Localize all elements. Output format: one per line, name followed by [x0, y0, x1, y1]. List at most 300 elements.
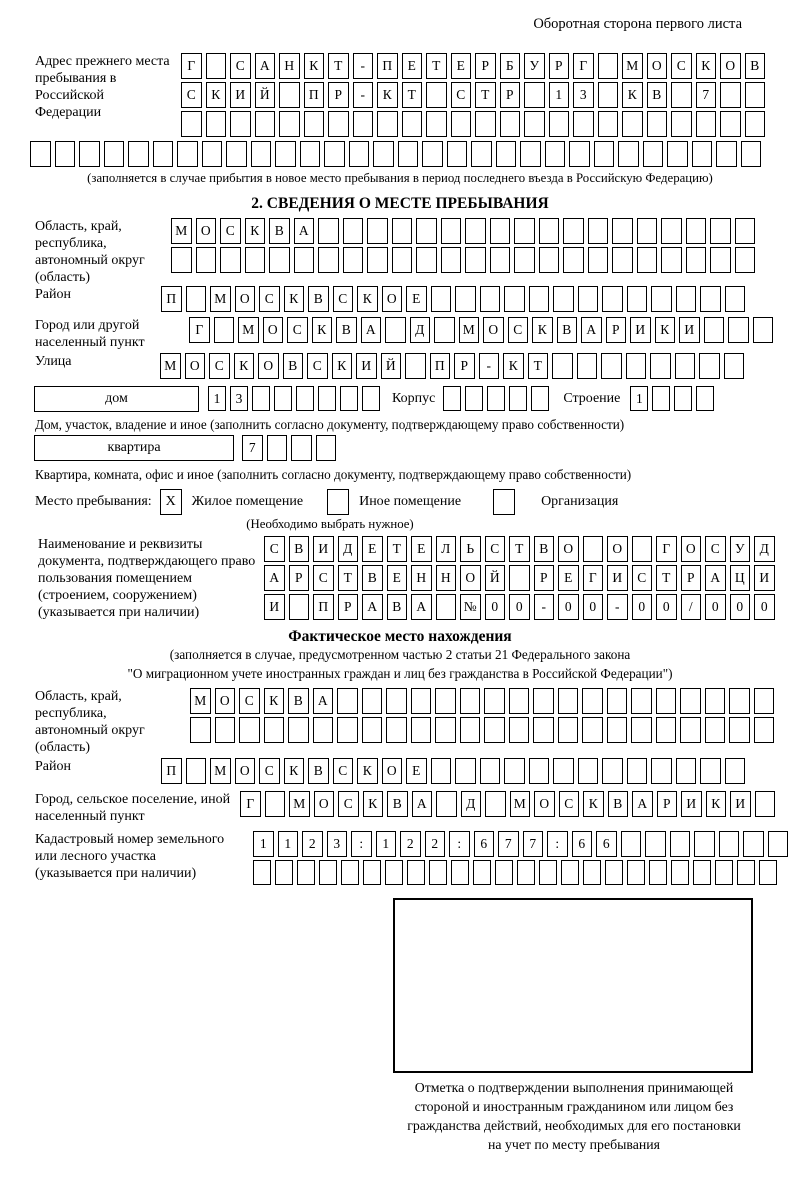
char-cell: [598, 82, 619, 108]
char-cell: [337, 688, 358, 714]
char-cell: [643, 141, 664, 167]
char-cell: [386, 688, 407, 714]
char-cell: Г: [189, 317, 210, 343]
char-cell: [251, 141, 272, 167]
char-cell: [431, 286, 452, 312]
char-cell: И: [754, 565, 775, 591]
char-cell: [318, 386, 336, 411]
char-cell: [328, 111, 349, 137]
char-cell: [675, 353, 696, 379]
char-cell: [504, 286, 525, 312]
char-cell: [455, 286, 476, 312]
char-row: [190, 717, 778, 743]
char-cell: Б: [500, 53, 521, 79]
char-cell: Р: [328, 82, 349, 108]
char-cell: Й: [381, 353, 402, 379]
char-cell: М: [190, 688, 211, 714]
char-cell: [647, 111, 668, 137]
char-cell: М: [210, 286, 231, 312]
char-cell: Г: [656, 536, 677, 562]
char-cell: [349, 141, 370, 167]
char-cell: [496, 141, 517, 167]
char-cell: [275, 141, 296, 167]
char-cell: -: [534, 594, 555, 620]
char-cell: К: [312, 317, 333, 343]
char-cell: Р: [338, 594, 359, 620]
stay-option-residential-label: Жилое помещение: [191, 494, 304, 509]
char-row: [443, 386, 553, 411]
char-row: [264, 565, 779, 591]
region-rows: [171, 218, 759, 286]
char-cell: [631, 688, 652, 714]
char-cell: Р: [534, 565, 555, 591]
char-cell: 1: [376, 831, 397, 857]
char-cell: [289, 594, 310, 620]
char-cell: Е: [406, 286, 427, 312]
actual-region-rows: [190, 688, 778, 756]
char-cell: С: [333, 286, 354, 312]
char-cell: [490, 218, 511, 244]
char-cell: Н: [279, 53, 300, 79]
char-cell: Р: [606, 317, 627, 343]
char-cell: [612, 218, 633, 244]
char-cell: [693, 860, 711, 885]
char-cell: [385, 317, 406, 343]
char-cell: [104, 141, 125, 167]
char-cell: [637, 247, 658, 273]
char-cell: [460, 717, 481, 743]
actual-city-label: Город, сельское поселение, иной населенный пункт: [35, 792, 231, 824]
char-cell: И: [230, 82, 251, 108]
char-cell: М: [459, 317, 480, 343]
char-cell: Й: [485, 565, 506, 591]
char-cell: [704, 317, 725, 343]
char-cell: Г: [583, 565, 604, 591]
char-cell: [686, 218, 707, 244]
char-cell: :: [449, 831, 470, 857]
char-cell: К: [532, 317, 553, 343]
char-cell: А: [294, 218, 315, 244]
char-cell: [318, 218, 339, 244]
char-cell: [583, 860, 601, 885]
actual-district-label: Район: [35, 759, 71, 774]
char-cell: [367, 247, 388, 273]
char-cell: [735, 218, 756, 244]
char-cell: [753, 317, 774, 343]
char-cell: [79, 141, 100, 167]
char-cell: А: [362, 594, 383, 620]
char-cell: [480, 758, 501, 784]
char-cell: М: [171, 218, 192, 244]
char-cell: [651, 758, 672, 784]
char-cell: [485, 791, 506, 817]
char-cell: [255, 111, 276, 137]
char-cell: П: [304, 82, 325, 108]
char-cell: [337, 717, 358, 743]
char-cell: С: [307, 353, 328, 379]
char-cell: [588, 247, 609, 273]
char-cell: 3: [230, 386, 248, 411]
char-cell: Е: [402, 53, 423, 79]
char-cell: О: [196, 218, 217, 244]
char-cell: П: [430, 353, 451, 379]
char-cell: [377, 111, 398, 137]
apartment-row: [34, 435, 800, 464]
char-cell: [626, 353, 647, 379]
char-cell: [490, 247, 511, 273]
char-cell: [416, 247, 437, 273]
char-row: [253, 860, 792, 885]
char-cell: О: [382, 286, 403, 312]
char-cell: Р: [454, 353, 475, 379]
char-cell: [607, 688, 628, 714]
char-cell: [650, 353, 671, 379]
char-cell: [676, 758, 697, 784]
char-cell: [411, 717, 432, 743]
char-cell: Н: [411, 565, 432, 591]
char-cell: [729, 717, 750, 743]
char-cell: 0: [632, 594, 653, 620]
region-label: Область, край, республика, автономный округ (область): [35, 219, 145, 285]
char-cell: /: [681, 594, 702, 620]
korpus-label: Корпус: [392, 391, 436, 406]
char-cell: [416, 218, 437, 244]
char-cell: 0: [509, 594, 530, 620]
char-row: [189, 317, 777, 348]
char-cell: [745, 111, 766, 137]
char-cell: В: [308, 286, 329, 312]
char-cell: [434, 317, 455, 343]
char-cell: К: [622, 82, 643, 108]
char-cell: [253, 860, 271, 885]
document-label: Наименование и реквизиты документа, подтверждающего право пользования помещением (строением, сооружением) (указывается при наличии): [38, 537, 256, 620]
char-cell: [431, 758, 452, 784]
char-cell: О: [460, 565, 481, 591]
char-cell: [465, 218, 486, 244]
char-cell: О: [314, 791, 335, 817]
char-cell: [128, 141, 149, 167]
char-cell: [386, 717, 407, 743]
char-cell: -: [353, 53, 374, 79]
char-cell: [385, 860, 403, 885]
char-cell: [618, 141, 639, 167]
stay-option-other-label: Иное помещение: [359, 494, 462, 509]
char-cell: [55, 141, 76, 167]
char-cell: [573, 111, 594, 137]
char-row: [161, 286, 749, 312]
char-cell: [245, 247, 266, 273]
char-cell: [171, 247, 192, 273]
char-cell: К: [357, 286, 378, 312]
actual-location-note-line2: "О миграционном учете иностранных граждан и лиц без гражданства в Российской Федерации"): [127, 665, 673, 681]
char-cell: С: [451, 82, 472, 108]
char-cell: [509, 688, 530, 714]
char-cell: С: [485, 536, 506, 562]
char-cell: К: [696, 53, 717, 79]
char-cell: [656, 717, 677, 743]
char-cell: О: [681, 536, 702, 562]
char-cell: Й: [255, 82, 276, 108]
char-cell: [341, 860, 359, 885]
char-cell: [661, 247, 682, 273]
char-row: [30, 141, 800, 167]
char-cell: [186, 286, 207, 312]
char-cell: [353, 111, 374, 137]
char-cell: И: [679, 317, 700, 343]
char-cell: [465, 247, 486, 273]
char-cell: [274, 386, 292, 411]
street-label: Улица: [35, 354, 72, 369]
char-cell: [181, 111, 202, 137]
char-cell: К: [234, 353, 255, 379]
char-cell: [509, 565, 530, 591]
char-cell: [202, 141, 223, 167]
char-cell: Р: [475, 53, 496, 79]
char-cell: [667, 141, 688, 167]
char-cell: [509, 386, 527, 411]
char-cell: [601, 353, 622, 379]
char-cell: [343, 218, 364, 244]
char-cell: Т: [387, 536, 408, 562]
char-cell: Д: [461, 791, 482, 817]
mark-note-line: стороной и иностранным гражданином или лицом без: [414, 1099, 734, 1114]
char-cell: Т: [338, 565, 359, 591]
char-cell: М: [238, 317, 259, 343]
char-cell: [206, 111, 227, 137]
char-cell: А: [361, 317, 382, 343]
char-cell: [429, 860, 447, 885]
char-cell: [531, 386, 549, 411]
char-cell: О: [647, 53, 668, 79]
char-row: [171, 247, 759, 273]
char-cell: [264, 717, 285, 743]
char-cell: В: [647, 82, 668, 108]
char-cell: [661, 218, 682, 244]
char-cell: [215, 717, 236, 743]
char-cell: К: [332, 353, 353, 379]
char-cell: [392, 218, 413, 244]
char-cell: [398, 141, 419, 167]
checkbox-other-premises: [327, 489, 349, 515]
actual-location-title: Фактическое место нахождения: [288, 628, 512, 645]
prev-address-label: Адрес прежнего места пребывания в Российской Федерации: [35, 54, 170, 120]
char-row: [161, 758, 749, 784]
char-cell: В: [387, 791, 408, 817]
char-cell: [700, 286, 721, 312]
char-cell: [577, 353, 598, 379]
char-cell: А: [412, 791, 433, 817]
char-cell: [269, 247, 290, 273]
char-cell: [426, 82, 447, 108]
char-cell: [569, 141, 590, 167]
char-cell: [598, 111, 619, 137]
char-cell: [407, 860, 425, 885]
char-cell: [588, 218, 609, 244]
char-cell: [716, 141, 737, 167]
char-cell: [621, 831, 642, 857]
char-cell: П: [313, 594, 334, 620]
char-cell: В: [387, 594, 408, 620]
char-cell: С: [239, 688, 260, 714]
char-cell: А: [255, 53, 276, 79]
stay-type-note: (Необходимо выбрать нужное): [246, 517, 414, 531]
char-cell: [362, 717, 383, 743]
char-cell: П: [377, 53, 398, 79]
char-cell: Е: [558, 565, 579, 591]
char-cell: М: [289, 791, 310, 817]
char-cell: О: [235, 758, 256, 784]
char-cell: И: [356, 353, 377, 379]
char-row: [181, 111, 769, 137]
char-cell: Т: [402, 82, 423, 108]
char-cell: [754, 688, 775, 714]
char-cell: В: [745, 53, 766, 79]
char-cell: [436, 594, 457, 620]
char-cell: 0: [730, 594, 751, 620]
house-box-label: дом: [34, 386, 199, 412]
char-cell: [674, 386, 692, 411]
char-cell: Г: [181, 53, 202, 79]
char-row: [264, 536, 779, 562]
char-cell: [692, 141, 713, 167]
char-cell: 1: [630, 386, 648, 411]
char-cell: [441, 247, 462, 273]
city-label: Город или другой населенный пункт: [35, 318, 145, 350]
char-cell: [735, 247, 756, 273]
char-row: [190, 688, 778, 714]
char-cell: [725, 286, 746, 312]
char-cell: [676, 286, 697, 312]
char-cell: И: [607, 565, 628, 591]
char-cell: В: [288, 688, 309, 714]
char-cell: [304, 111, 325, 137]
char-cell: В: [308, 758, 329, 784]
char-cell: О: [483, 317, 504, 343]
char-row: [181, 53, 769, 79]
char-cell: М: [510, 791, 531, 817]
cadastral-label: Кадастровый номер земельного или лесного участка (указывается при наличии): [35, 832, 225, 881]
char-cell: [487, 386, 505, 411]
char-cell: Е: [411, 536, 432, 562]
char-cell: В: [269, 218, 290, 244]
char-cell: [279, 82, 300, 108]
char-cell: С: [559, 791, 580, 817]
mark-note-line: на учет по месту пребывания: [488, 1137, 660, 1152]
cadastral-rows: [253, 831, 792, 888]
char-cell: [656, 688, 677, 714]
char-cell: [754, 717, 775, 743]
char-cell: [759, 860, 777, 885]
char-cell: [324, 141, 345, 167]
char-cell: К: [377, 82, 398, 108]
char-cell: О: [258, 353, 279, 379]
char-cell: [177, 141, 198, 167]
char-cell: [598, 53, 619, 79]
checkbox-residential: X: [160, 489, 182, 515]
char-cell: [196, 247, 217, 273]
char-cell: [627, 758, 648, 784]
char-cell: С: [632, 565, 653, 591]
char-cell: [475, 111, 496, 137]
char-cell: [622, 111, 643, 137]
char-cell: О: [382, 758, 403, 784]
char-cell: [768, 831, 789, 857]
char-cell: [267, 435, 288, 461]
char-cell: [553, 758, 574, 784]
char-cell: №: [460, 594, 481, 620]
actual-region-field: [35, 688, 800, 756]
char-cell: 2: [425, 831, 446, 857]
char-cell: И: [630, 317, 651, 343]
char-cell: [645, 831, 666, 857]
char-cell: [514, 218, 535, 244]
char-cell: [473, 860, 491, 885]
char-cell: [319, 860, 337, 885]
char-cell: 6: [572, 831, 593, 857]
char-cell: В: [557, 317, 578, 343]
char-cell: [715, 860, 733, 885]
char-cell: В: [608, 791, 629, 817]
page-header-note: Оборотная сторона первого листа: [533, 16, 742, 32]
char-cell: А: [313, 688, 334, 714]
char-cell: И: [681, 791, 702, 817]
char-cell: [190, 717, 211, 743]
char-cell: [705, 688, 726, 714]
char-cell: [719, 831, 740, 857]
char-cell: [495, 860, 513, 885]
char-cell: [724, 353, 745, 379]
region-field: [35, 218, 800, 286]
char-cell: Р: [681, 565, 702, 591]
char-cell: Д: [338, 536, 359, 562]
char-cell: [563, 218, 584, 244]
char-cell: 0: [754, 594, 775, 620]
char-cell: [239, 717, 260, 743]
char-cell: В: [362, 565, 383, 591]
house-row: [34, 386, 800, 414]
char-cell: 7: [696, 82, 717, 108]
char-cell: 7: [498, 831, 519, 857]
char-cell: К: [284, 758, 305, 784]
city-field: [35, 317, 800, 351]
char-cell: [553, 286, 574, 312]
actual-location-note-line1: (заполняется в случае, предусмотренном частью 2 статьи 21 Федерального закона: [169, 647, 631, 662]
char-cell: В: [336, 317, 357, 343]
char-cell: [443, 386, 461, 411]
char-cell: [460, 688, 481, 714]
char-cell: [686, 247, 707, 273]
char-cell: Л: [436, 536, 457, 562]
char-cell: [558, 688, 579, 714]
char-cell: [316, 435, 337, 461]
char-cell: Р: [657, 791, 678, 817]
street-field: [35, 353, 800, 382]
char-cell: [30, 141, 51, 167]
char-cell: [582, 688, 603, 714]
char-cell: 1: [549, 82, 570, 108]
char-cell: К: [206, 82, 227, 108]
char-cell: 0: [705, 594, 726, 620]
char-cell: В: [289, 536, 310, 562]
char-cell: [297, 860, 315, 885]
char-cell: [392, 247, 413, 273]
char-cell: [743, 831, 764, 857]
char-cell: [291, 435, 312, 461]
char-cell: [500, 111, 521, 137]
char-row: [160, 353, 748, 379]
char-cell: [529, 286, 550, 312]
stroenie-label: Строение: [563, 391, 621, 406]
